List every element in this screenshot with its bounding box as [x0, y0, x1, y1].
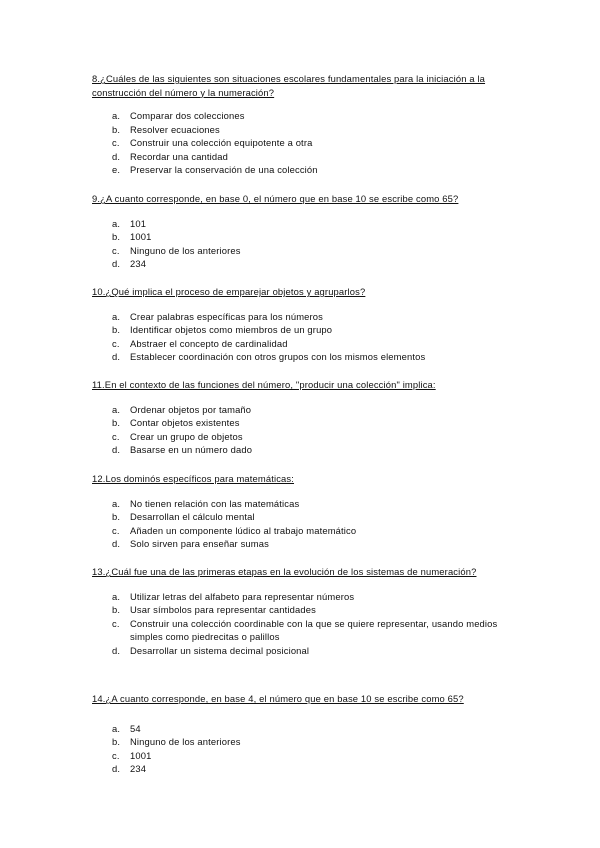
option-text: Solo sirven para enseñar sumas — [130, 538, 269, 549]
option-letter: c. — [112, 524, 120, 536]
option-text: 1001 — [130, 231, 152, 242]
option-letter: c. — [112, 244, 120, 256]
question-11 — [92, 378, 512, 457]
question-9 — [92, 192, 512, 271]
option-item — [112, 136, 512, 150]
option-item — [112, 644, 512, 658]
option-item — [112, 337, 512, 351]
option-text: Añaden un componente lúdico al trabajo matemático — [130, 524, 357, 536]
option-item — [112, 524, 512, 538]
option-text: Identificar objetos como miembros de un grupo — [130, 324, 333, 335]
option-letter: b. — [112, 417, 121, 428]
option-item — [112, 350, 512, 364]
option-list — [112, 109, 512, 177]
option-letter: d. — [112, 444, 121, 455]
option-item — [112, 150, 512, 164]
option-item — [112, 497, 512, 511]
option-item — [112, 722, 512, 736]
option-text: Usar símbolos para representar cantidades — [130, 604, 316, 615]
option-text: Crear palabras específicas para los números — [130, 310, 323, 322]
question-title: 12.Los dominós específicos para matemáticas: — [92, 473, 295, 484]
option-text: Abstraer el concepto de cardinalidad — [130, 337, 288, 349]
question-13 — [92, 565, 512, 657]
option-letter: d. — [112, 351, 121, 362]
question-title: 10.¿Qué implica el proceso de emparejar objetos y agruparlos? — [92, 286, 366, 297]
option-text: Comparar dos colecciones — [130, 110, 245, 121]
option-item — [112, 310, 512, 324]
option-letter: c. — [112, 749, 120, 761]
option-item — [112, 749, 512, 763]
option-letter: a. — [112, 722, 121, 734]
option-text: 1001 — [130, 749, 152, 761]
option-text: Ordenar objetos por tamaño — [130, 403, 252, 415]
option-letter: d. — [112, 644, 121, 656]
option-text: Resolver ecuaciones — [130, 123, 220, 135]
option-letter: a. — [112, 217, 121, 229]
option-item — [112, 244, 512, 258]
option-list — [112, 403, 512, 457]
question-title: 8.¿Cuáles de las siguientes son situaciones escolares fundamentales para la iniciación a la construcción del número y la numeración? — [92, 73, 486, 98]
option-item — [112, 123, 512, 137]
option-text: Construir una colección coordinable con la que se quiere representar, usando medios simples como piedrecitas o palillos — [130, 617, 498, 642]
option-text: Construir una colección equipotente a otra — [130, 137, 313, 148]
question-12 — [92, 472, 512, 551]
option-text: Ninguno de los anteriores — [130, 736, 241, 747]
option-item — [112, 163, 512, 177]
option-text: 234 — [130, 258, 147, 269]
option-letter: b. — [112, 231, 121, 242]
option-item — [112, 257, 512, 271]
option-item — [112, 590, 512, 604]
option-letter: a. — [112, 497, 121, 509]
question-title: 14.¿A cuanto corresponde, en base 4, el número que en base 10 se escribe como 65? — [92, 693, 464, 704]
option-list — [112, 217, 512, 271]
option-letter: a. — [112, 590, 121, 602]
option-letter: b. — [112, 324, 121, 335]
option-letter: a. — [112, 310, 121, 322]
option-text: Contar objetos existentes — [130, 417, 240, 428]
option-item — [112, 510, 512, 524]
question-title: 13.¿Cuál fue una de las primeras etapas en la evolución de los sistemas de numeración? — [92, 566, 477, 577]
option-text: No tienen relación con las matemáticas — [130, 497, 300, 509]
option-letter: b. — [112, 604, 121, 615]
option-text: 234 — [130, 763, 147, 774]
option-list — [112, 310, 512, 364]
option-letter: d. — [112, 258, 121, 269]
question-14 — [92, 692, 512, 776]
option-text: Desarrollan el cálculo mental — [130, 511, 255, 522]
option-letter: a. — [112, 110, 121, 121]
option-item — [112, 323, 512, 337]
option-letter: c. — [112, 430, 120, 442]
option-item — [112, 109, 512, 123]
option-text: Desarrollar un sistema decimal posicional — [130, 644, 310, 656]
option-list — [112, 590, 512, 658]
option-item — [112, 537, 512, 551]
option-text: Preservar la conservación de una colección — [130, 164, 318, 175]
option-text: Utilizar letras del alfabeto para representar números — [130, 590, 355, 602]
option-item — [112, 617, 512, 644]
option-letter: b. — [112, 123, 121, 135]
option-letter: d. — [112, 763, 121, 774]
option-letter: a. — [112, 403, 121, 415]
option-letter: e. — [112, 164, 121, 175]
option-text: Recordar una cantidad — [130, 150, 229, 162]
option-letter: c. — [112, 137, 120, 148]
option-item — [112, 416, 512, 430]
option-text: Ninguno de los anteriores — [130, 244, 241, 256]
option-item — [112, 217, 512, 231]
option-text: Basarse en un número dado — [130, 444, 253, 455]
question-8 — [92, 72, 512, 177]
option-letter: c. — [112, 337, 120, 349]
option-item — [112, 443, 512, 457]
option-text: 54 — [130, 722, 141, 734]
option-item — [112, 430, 512, 444]
question-title: 9.¿A cuanto corresponde, en base 0, el número que en base 10 se escribe como 65? — [92, 193, 459, 204]
option-letter: b. — [112, 511, 121, 522]
option-text: 101 — [130, 217, 147, 229]
option-letter: d. — [112, 150, 121, 162]
option-item — [112, 603, 512, 617]
question-title: 11.En el contexto de las funciones del número, "producir una colección" implica: — [92, 379, 436, 390]
option-letter: d. — [112, 538, 121, 549]
option-letter: c. — [112, 617, 120, 629]
option-letter: b. — [112, 736, 121, 747]
question-10 — [92, 285, 512, 364]
option-list — [112, 497, 512, 551]
option-item — [112, 735, 512, 749]
option-item — [112, 762, 512, 776]
option-item — [112, 230, 512, 244]
option-text: Crear un grupo de objetos — [130, 430, 243, 442]
option-text: Establecer coordinación con otros grupos con los mismos elementos — [130, 351, 426, 362]
option-item — [112, 403, 512, 417]
option-list — [112, 722, 512, 776]
